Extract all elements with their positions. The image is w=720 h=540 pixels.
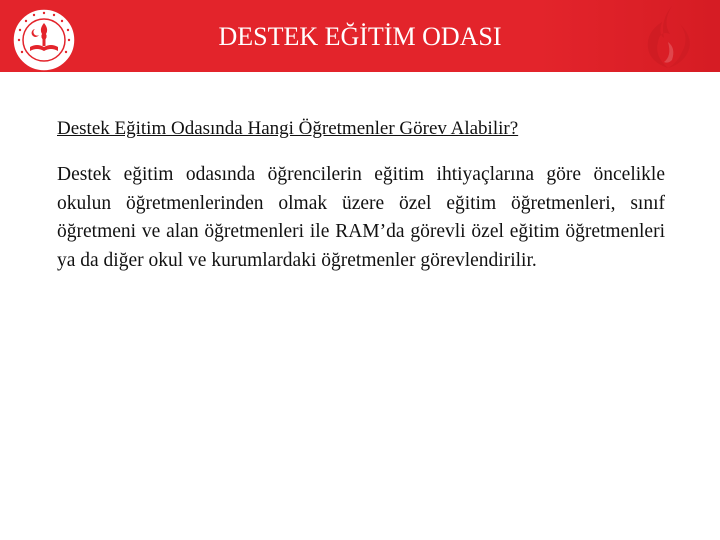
meb-logo-icon xyxy=(11,7,77,72)
question-heading: Destek Eğitim Odasında Hangi Öğretmenler Görev Alabilir? xyxy=(57,118,519,139)
header-banner xyxy=(0,0,720,72)
page-title: DESTEK EĞİTİM ODASI xyxy=(218,22,502,51)
flame-decoration-icon xyxy=(632,4,702,70)
answer-paragraph: Destek eğitim odasında öğrencilerin eğitim ihtiyaçlarına göre öncelikle okulun öğretmenlerinden olmak üzere özel eğitim öğretmenleri, sınıf öğretmeni ve alan öğretmenleri ile RAM’da görevli özel eğitim öğretmenleri ya da diğer okul ve kurumlardaki öğretmenler görevlendirilir. xyxy=(57,164,665,271)
